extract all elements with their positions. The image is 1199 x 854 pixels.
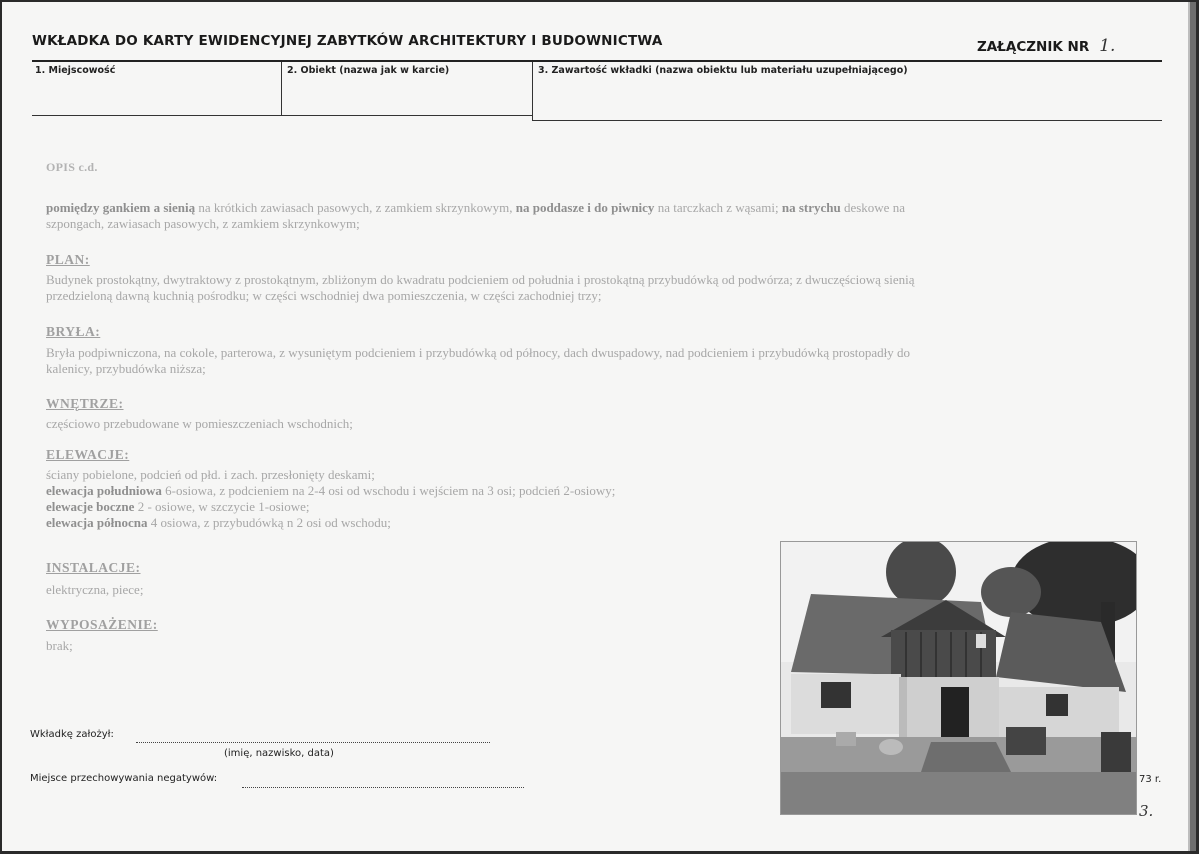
instalacje-heading: INSTALACJE: xyxy=(46,560,141,575)
house-photo-image xyxy=(781,542,1136,814)
intro-bold-3: na strychu xyxy=(781,200,841,215)
scan-edge-highlight xyxy=(1188,2,1190,851)
intro-bold-2: na poddasze i do piwnicy xyxy=(515,200,655,215)
photo-number: 3. xyxy=(1139,802,1154,820)
created-by-hint: (imię, nazwisko, data) xyxy=(224,748,334,759)
intro-text-2: na tarczkach z wąsami; xyxy=(654,200,782,215)
elew-bold-4: elewacja północna xyxy=(46,515,148,530)
elew-text-2: 6-osiowa, z podcieniem na 2-4 osi od wschodu i wejściem na 3 osi; podcień 2-osiowy; xyxy=(161,483,616,498)
wyposazenie-line-1: brak; xyxy=(46,638,73,653)
elew-bold-3: elewacje boczne xyxy=(46,499,135,514)
annex-label xyxy=(977,36,1115,56)
plan-heading: PLAN: xyxy=(46,252,90,267)
header-bottom-rule-right xyxy=(532,120,1162,121)
field-object-label: 2. Obiekt (nazwa jak w karcie) xyxy=(287,65,450,76)
plan-line-1: Budynek prostokątny, dwytraktowy z prostokątnym, zbliżonym do kwadratu podcieniem od południa i prostokątną przybudówką od podwórza; z dwuczęściową sienią xyxy=(46,272,915,287)
intro-bold-1: pomiędzy gankiem a sienią xyxy=(46,200,196,215)
instalacje-line-1: elektryczna, piece; xyxy=(46,582,144,597)
plan-paragraph xyxy=(46,272,1161,304)
elew-line-2 xyxy=(46,483,806,499)
form-title: WKŁADKA DO KARTY EWIDENCYJNEJ ZABYTKÓW ARCHITEKTURY I BUDOWNICTWA xyxy=(32,33,663,49)
plan-line-2: przedzieloną dawną kuchnią pośrodku; w części wschodniej dwa pomieszczenia, w części zachodniej trzy; xyxy=(46,288,602,303)
header-divider-1 xyxy=(281,62,282,116)
header-bottom-rule-left xyxy=(32,115,532,116)
elew-line-1: ściany pobielone, podcień od płd. i zach. przesłonięty deskami; xyxy=(46,467,375,482)
intro-text-3: deskowe na xyxy=(840,200,905,215)
wnetrze-heading: WNĘTRZE: xyxy=(46,396,124,411)
document-page xyxy=(2,2,1196,851)
annex-number: 1. xyxy=(1099,36,1116,56)
created-by-field xyxy=(136,742,490,743)
elew-line-4 xyxy=(46,515,806,531)
intro-paragraph xyxy=(46,200,1161,232)
elewacje-paragraph xyxy=(46,467,806,531)
intro-line-2: szpongach, zawiasach pasowych, z zamkiem skrzynkowym; xyxy=(46,216,360,231)
header-rule xyxy=(32,60,1162,62)
created-by-label: Wkładkę założył: xyxy=(30,729,114,740)
scan-edge xyxy=(1190,2,1196,851)
wnetrze-line-1: częściowo przebudowane w pomieszczeniach wschodnich; xyxy=(46,416,353,431)
elewacje-heading: ELEWACJE: xyxy=(46,447,130,462)
elew-line-3 xyxy=(46,499,806,515)
negatives-label: Miejsce przechowywania negatywów: xyxy=(30,773,218,784)
header-divider-2 xyxy=(532,62,533,120)
elew-bold-2: elewacja południowa xyxy=(46,483,162,498)
negatives-field xyxy=(242,787,524,788)
annex-label-text: ZAŁĄCZNIK NR xyxy=(977,39,1090,55)
intro-line-1 xyxy=(46,200,1161,216)
opis-heading: OPIS c.d. xyxy=(46,160,98,174)
bryla-paragraph xyxy=(46,345,1161,377)
intro-text-1: na krótkich zawiasach pasowych, z zamkiem skrzynkowym, xyxy=(195,200,516,215)
elew-text-3: 2 - osiowe, w szczycie 1-osiowe; xyxy=(134,499,310,514)
field-content-label: 3. Zawartość wkładki (nazwa obiektu lub materiału uzupełniającego) xyxy=(538,65,908,76)
house-photo xyxy=(780,541,1137,815)
bryla-heading: BRYŁA: xyxy=(46,324,101,339)
year-suffix: 73 r. xyxy=(1139,774,1162,785)
field-locality-label: 1. Miejscowość xyxy=(35,65,116,76)
wyposazenie-heading: WYPOSAŻENIE: xyxy=(46,617,158,632)
bryla-line-2: kalenicy, przybudówka niższa; xyxy=(46,361,206,376)
elew-text-4: 4 osiowa, z przybudówką n 2 osi od wschodu; xyxy=(147,515,391,530)
bryla-line-1: Bryła podpiwniczona, na cokole, parterowa, z wysuniętym podcieniem i przybudówką od północy, dach dwuspadowy, nad podcieniem i przybudówką prostopadły do xyxy=(46,345,911,360)
